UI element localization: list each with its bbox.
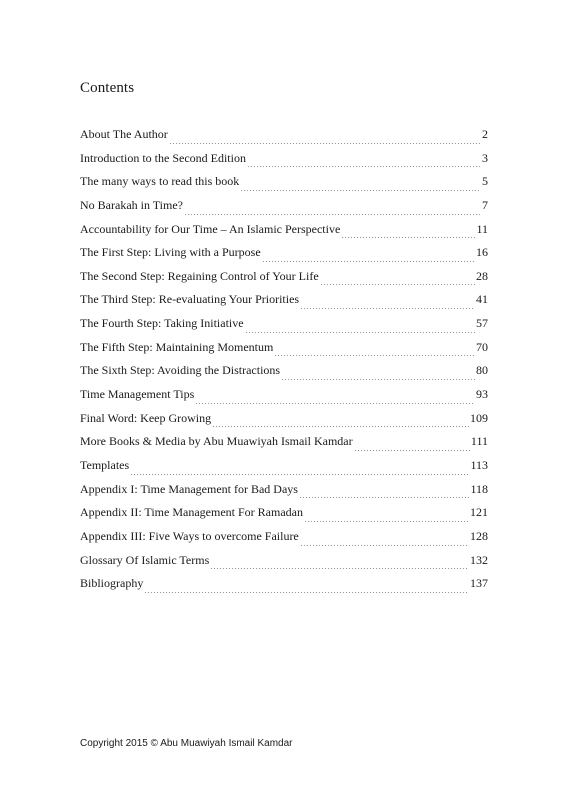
contents-heading: Contents (80, 80, 135, 96)
toc-dot-leader (212, 426, 469, 427)
toc-entry-title: Final Word: Keep Growing (80, 410, 212, 425)
toc-dot-leader (210, 568, 469, 569)
toc-entry[interactable] (80, 529, 488, 553)
toc-entry-title: The Third Step: Re-evaluating Your Priorities (80, 292, 300, 307)
toc-entry-title: Introduction to the Second Edition (80, 150, 246, 165)
toc-entry[interactable] (80, 434, 488, 458)
toc-entry-page-number: 2 (482, 127, 488, 141)
toc-entry-page-number: 28 (476, 268, 488, 283)
toc-dot-leader (144, 592, 469, 593)
toc-entry-title: The Second Step: Regaining Control of Your Life (80, 268, 319, 283)
toc-dot-leader (341, 237, 475, 238)
toc-entry-page-number: 3 (482, 150, 488, 165)
toc-entry[interactable] (80, 316, 488, 340)
toc-entry-page-number: 41 (476, 292, 488, 307)
toc-entry-title: Bibliography (80, 576, 144, 591)
toc-entry-title: Accountability for Our Time – An Islamic Perspective (80, 221, 341, 236)
toc-dot-leader (300, 308, 475, 309)
toc-entry[interactable] (80, 576, 488, 600)
toc-dot-leader (274, 355, 475, 356)
toc-entry-page-number: 111 (470, 434, 488, 449)
toc-entry-page-number: 113 (470, 457, 488, 472)
toc-entry-title: Time Management Tips (80, 387, 195, 402)
toc-entry-title: Glossary Of Islamic Terms (80, 552, 210, 567)
toc-entry[interactable] (80, 387, 488, 411)
toc-entry-title: The First Step: Living with a Purpose (80, 245, 261, 260)
toc-entry-page-number: 16 (476, 245, 488, 260)
toc-dot-leader (245, 332, 475, 333)
table-of-contents (80, 127, 488, 600)
copyright-footer: Copyright 2015 © Abu Muawiyah Ismail Kamdar (80, 738, 293, 749)
toc-dot-leader (169, 143, 481, 144)
toc-entry-page-number: 70 (476, 339, 488, 354)
toc-dot-leader (184, 214, 481, 215)
toc-entry[interactable] (80, 292, 488, 316)
toc-entry-title: More Books & Media by Abu Muawiyah Ismail Kamdar (80, 434, 353, 449)
toc-dot-leader (262, 261, 475, 262)
toc-entry[interactable] (80, 340, 488, 364)
toc-entry[interactable] (80, 505, 488, 529)
toc-entry-title: Appendix III: Five Ways to overcome Failure (80, 528, 299, 543)
toc-entry[interactable] (80, 458, 488, 482)
toc-entry[interactable] (80, 269, 488, 293)
toc-entry-title: Appendix I: Time Management for Bad Days (80, 481, 298, 496)
toc-entry[interactable] (80, 363, 488, 387)
toc-entry-title: Appendix II: Time Management For Ramadan (80, 505, 303, 520)
toc-entry-page-number: 121 (470, 505, 488, 520)
toc-dot-leader (299, 497, 469, 498)
toc-entry[interactable] (80, 553, 488, 577)
toc-entry-title: Templates (80, 457, 130, 472)
toc-dot-leader (240, 190, 481, 191)
toc-entry-title: The Sixth Step: Avoiding the Distractions (80, 363, 281, 378)
toc-dot-leader (300, 545, 469, 546)
toc-dot-leader (247, 166, 481, 167)
toc-entry[interactable] (80, 222, 488, 246)
toc-entry-page-number: 132 (470, 552, 488, 567)
toc-entry-page-number: 93 (476, 387, 488, 402)
toc-entry-page-number: 7 (482, 197, 488, 212)
toc-dot-leader (195, 403, 475, 404)
toc-entry[interactable] (80, 198, 488, 222)
toc-entry[interactable] (80, 127, 488, 151)
toc-dot-leader (130, 474, 469, 475)
toc-entry-title: The Fifth Step: Maintaining Momentum (80, 339, 274, 354)
toc-entry-page-number: 109 (470, 410, 488, 425)
toc-dot-leader (304, 521, 469, 522)
toc-entry-title: The many ways to read this book (80, 174, 240, 189)
toc-entry-page-number: 57 (476, 316, 488, 331)
toc-entry[interactable] (80, 245, 488, 269)
toc-entry[interactable] (80, 482, 488, 506)
toc-entry[interactable] (80, 411, 488, 435)
toc-entry-page-number: 5 (482, 174, 488, 189)
toc-entry-title: The Fourth Step: Taking Initiative (80, 316, 244, 331)
toc-entry-page-number: 137 (470, 576, 488, 591)
toc-entry-page-number: 80 (476, 363, 488, 378)
toc-dot-leader (281, 379, 475, 380)
toc-entry[interactable] (80, 151, 488, 175)
toc-entry[interactable] (80, 174, 488, 198)
toc-dot-leader (320, 284, 475, 285)
toc-entry-page-number: 118 (470, 481, 488, 496)
toc-entry-title: No Barakah in Time? (80, 197, 183, 212)
toc-dot-leader (354, 450, 470, 451)
toc-entry-title: About The Author (80, 127, 168, 141)
toc-entry-page-number: 128 (470, 528, 488, 543)
toc-entry-page-number: 11 (476, 221, 488, 236)
